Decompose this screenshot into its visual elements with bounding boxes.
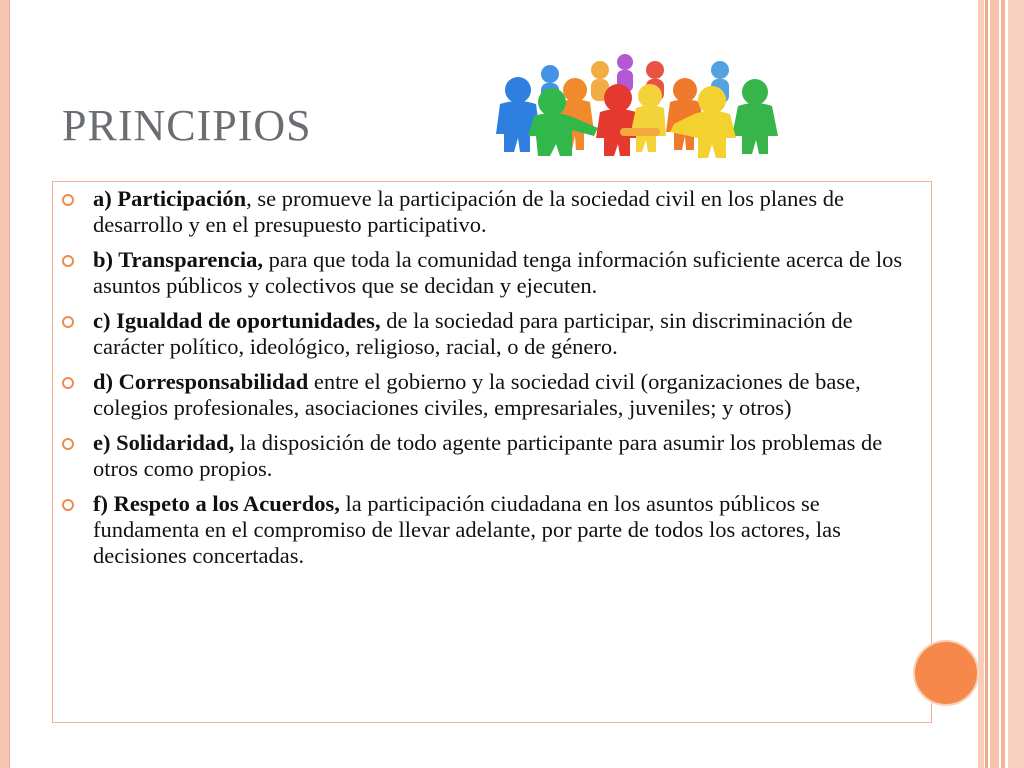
list-item [62, 369, 922, 421]
item-text: de la sociedad para participar, sin discriminación de carácter político, ideológico, religioso, racial, o de género. [93, 308, 853, 359]
principles-list [62, 186, 922, 578]
item-heading: d) Corresponsabilidad [93, 369, 309, 394]
bullet-icon [62, 316, 74, 328]
list-item [62, 186, 922, 238]
item-heading: a) Participación [93, 186, 247, 211]
bullet-icon [62, 194, 74, 206]
list-item [62, 430, 922, 482]
bullet-icon [62, 255, 74, 267]
item-heading: f) Respeto a los Acuerdos, [93, 491, 340, 516]
bullet-icon [62, 499, 74, 511]
page-title: PRINCIPIOS [62, 101, 312, 150]
left-decorative-border [0, 0, 10, 768]
list-item [62, 308, 922, 360]
item-text: la participación ciudadana en los asuntos públicos se fundamenta en el compromiso de llevar adelante, por parte de todos los actores, las decisiones concertadas. [93, 491, 841, 568]
bullet-icon [62, 438, 74, 450]
item-heading: c) Igualdad de oportunidades, [93, 308, 381, 333]
item-text: entre el gobierno y la sociedad civil (organizaciones de base, colegios profesionales, asociaciones civiles, empresariales, juveniles; y otros) [93, 369, 861, 420]
right-decorative-stripes [978, 0, 1024, 768]
item-text: la disposición de todo agente participante para asumir los problemas de otros como propios. [93, 430, 883, 481]
list-item [62, 491, 922, 569]
item-text: para que toda la comunidad tenga información suficiente acerca de los asuntos públicos y colectivos que se decidan y ejecuten. [93, 247, 903, 298]
team-people-icon [480, 52, 790, 162]
bullet-icon [62, 377, 74, 389]
item-text: , se promueve la participación de la sociedad civil en los planes de desarrollo y en el presupuesto participativo. [93, 186, 845, 237]
decorative-circle [913, 640, 979, 706]
list-item [62, 247, 922, 299]
item-heading: b) Transparencia, [93, 247, 264, 272]
item-heading: e) Solidaridad, [93, 430, 235, 455]
